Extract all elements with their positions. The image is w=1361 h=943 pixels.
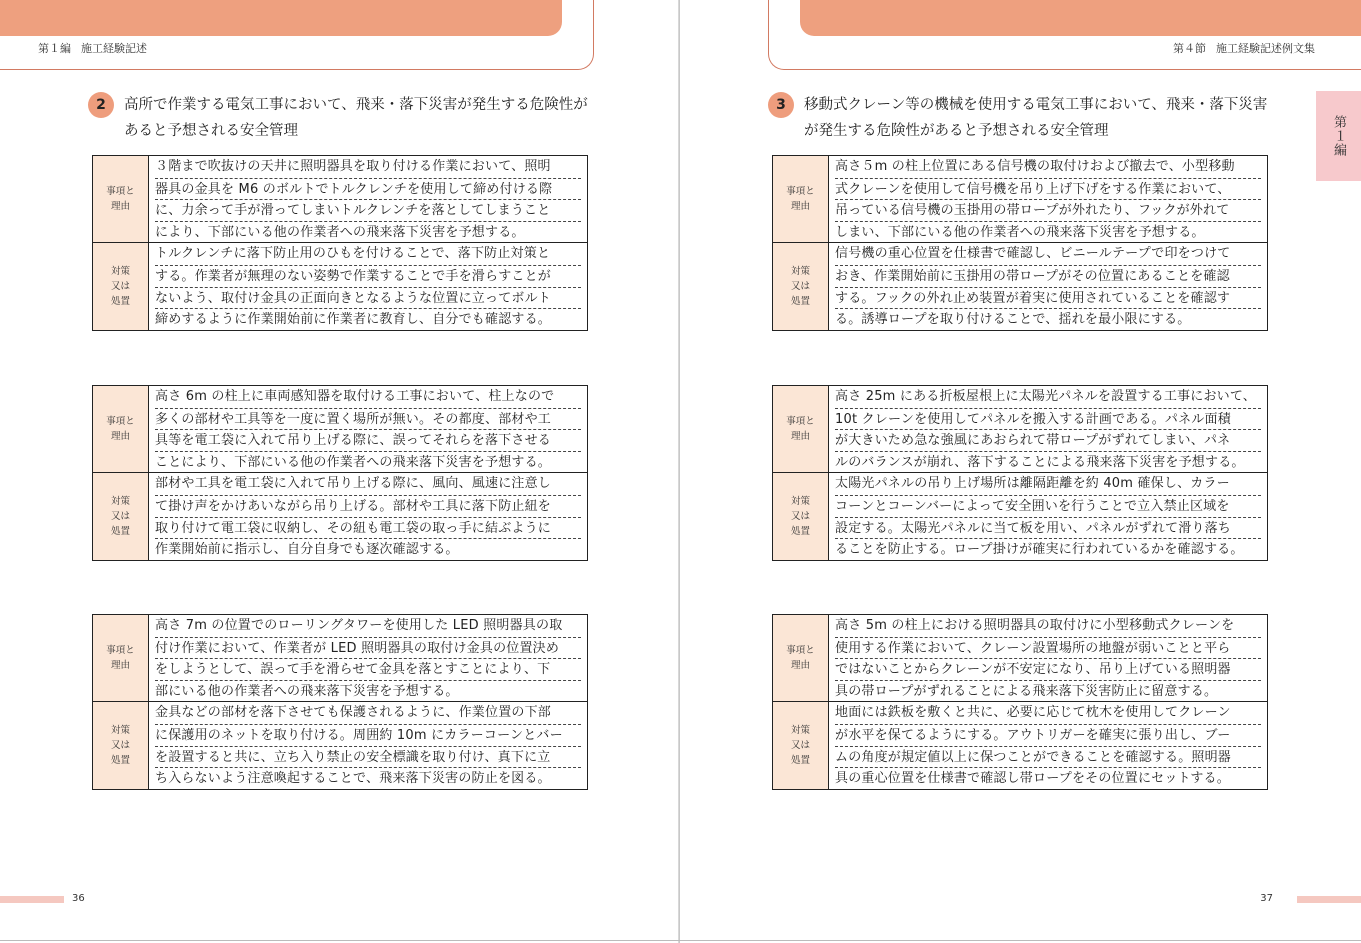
measure-row (773, 242, 1267, 329)
text-line: に、力余って手が滑ってしまいトルクレンチを落としてしまうこと (155, 199, 581, 221)
section-title-line: 高所で作業する電気工事において、飛来・落下災害が発生する危険性が (124, 97, 588, 113)
text-line: に保護用のネットを取り付ける。周囲約 10m にカラーコーンとバー (155, 724, 581, 746)
reason-label: 事項と 理由 (93, 615, 149, 701)
page-number: 36 (72, 893, 85, 904)
text-line: をしようとして、誤って手を滑らせて金具を落とすことにより、下 (155, 658, 581, 680)
reason-text (149, 386, 587, 472)
measure-text (149, 243, 587, 329)
measure-row (93, 242, 587, 329)
reason-text (829, 386, 1267, 472)
text-line: 式クレーンを使用して信号機を吊り上げ下げをする作業において、 (835, 178, 1261, 200)
measure-label: 対策 又は 処置 (93, 473, 149, 559)
measure-row (93, 701, 587, 788)
text-line: しまい、下部にいる他の作業者への飛来落下災害を予想する。 (835, 221, 1261, 243)
text-line: 地面には鉄板を敷くと共に、必要に応じて枕木を使用してクレーン (835, 705, 1231, 721)
section-title (124, 92, 604, 144)
reason-row (773, 156, 1267, 242)
header-title: 施工経験記述例文集 (1216, 42, 1315, 55)
footer-bar (0, 896, 64, 903)
text-line: ３階まで吹抜けの天井に照明器具を取り付ける作業において、照明 (155, 159, 551, 174)
header-band (800, 0, 1361, 36)
section-title (804, 92, 1284, 144)
reason-row (93, 615, 587, 701)
measure-text (149, 702, 587, 788)
example-table-1 (92, 155, 588, 331)
reason-label: 事項と 理由 (93, 156, 149, 242)
text-line: 作業開始前に指示し、自分自身でも逐次確認する。 (155, 538, 581, 560)
text-line: 多くの部材や工具等を一度に置く場所が無い。その都度、部材や工 (155, 408, 581, 430)
text-line: が大きいため急な強風にあおられて帯ロープがずれてしまい、パネ (835, 429, 1261, 451)
header-part: 第１編 (38, 42, 71, 55)
text-line: ることを防止する。ロープ掛けが確実に行われているかを確認する。 (835, 538, 1261, 560)
example-table-1 (772, 155, 1268, 331)
measure-row (773, 701, 1267, 788)
text-line: 高さ５m の柱上位置にある信号機の取付けおよび撤去で、小型移動 (835, 159, 1235, 174)
text-line: 10t クレーンを使用してパネルを搬入する計画である。パネル面積 (835, 408, 1261, 430)
section-number-badge: 3 (768, 92, 794, 118)
reason-text (149, 615, 587, 701)
section-title-line: あると予想される安全管理 (124, 123, 298, 139)
text-line: が水平を保てるようにする。アウトリガーを確実に張り出し、ブー (835, 724, 1261, 746)
text-line: 吊っている信号機の玉掛用の帯ロープが外れたり、フックが外れて (835, 199, 1261, 221)
text-line: する。フックの外れ止め装置が着実に使用されていることを確認す (835, 287, 1261, 309)
text-line: 取り付けて電工袋に収納し、その紐も電工袋の取っ手に結ぶように (155, 517, 581, 539)
reason-label: 事項と 理由 (773, 615, 829, 701)
text-line: を設置すると共に、立ち入り禁止の安全標識を取り付け、真下に立 (155, 746, 581, 768)
reason-label: 事項と 理由 (773, 386, 829, 472)
running-header (1173, 40, 1315, 56)
text-line: コーンとコーンバーによって安全囲いを行うことで立入禁止区域を (835, 495, 1261, 517)
text-line: る。誘導ロープを取り付けることで、揺れを最小限にする。 (835, 308, 1261, 330)
text-line: 太陽光パネルの吊り上げ場所は離隔距離を約 40m 確保し、カラー (835, 476, 1230, 492)
reason-row (773, 615, 1267, 701)
text-line: ルのバランスが崩れ、落下することによる飛来落下災害を予想する。 (835, 451, 1261, 473)
text-line: 部材や工具を電工袋に入れて吊り上げる際に、風向、風速に注意し (155, 476, 552, 492)
text-line: 金具などの部材を落下させても保護されるように、作業位置の下部 (155, 705, 552, 721)
example-table-2 (92, 385, 588, 561)
text-line: 具の帯ロープがずれることによる飛来落下災害防止に留意する。 (835, 680, 1261, 702)
reason-text (149, 156, 587, 242)
reason-row (773, 386, 1267, 472)
reason-label: 事項と 理由 (93, 386, 149, 472)
text-line: 具の重心位置を仕様書で確認し帯ロープをその位置にセットする。 (835, 767, 1261, 789)
text-line: 使用する作業において、クレーン設置場所の地盤が弱いことと平ら (835, 637, 1261, 659)
text-line: おき、作業開始前に玉掛用の帯ロープがその位置にあることを確認 (835, 265, 1261, 287)
example-table-2 (772, 385, 1268, 561)
reason-row (93, 386, 587, 472)
section-title-line: 移動式クレーン等の機械を使用する電気工事において、飛来・落下災害 (804, 97, 1268, 113)
text-line: 高さ 25m にある折板屋根上に太陽光パネルを設置する工事において、 (835, 389, 1257, 404)
text-line: 高さ 7m の位置でのローリングタワーを使用した LED 照明器具の取 (155, 618, 563, 633)
section-title-line: が発生する危険性があると予想される安全管理 (804, 123, 1109, 139)
section-number-badge: 2 (88, 92, 114, 118)
measure-label: 対策 又は 処置 (773, 702, 829, 788)
measure-label: 対策 又は 処置 (93, 243, 149, 329)
text-line: ち入らないよう注意喚起することで、飛来落下災害の防止を図る。 (155, 767, 581, 789)
measure-label: 対策 又は 処置 (93, 702, 149, 788)
text-line: する。作業者が無理のない姿勢で作業することで手を滑らすことが (155, 265, 581, 287)
text-line: 付け作業において、作業者が LED 照明器具の取付け金具の位置決め (155, 637, 581, 659)
left-page (0, 0, 679, 943)
reason-text (829, 615, 1267, 701)
footer-bar (1297, 896, 1361, 903)
example-table-3 (92, 614, 588, 790)
measure-text (149, 473, 587, 559)
text-line: 信号機の重心位置を仕様書で確認し、ビニールテープで印をつけて (835, 246, 1231, 262)
text-line: 高さ 6m の柱上に車両感知器を取付ける工事において、柱上なので (155, 389, 555, 404)
text-line: て掛け声をかけあいながら吊り上げる。部材や工具に落下防止紐を (155, 495, 581, 517)
page-number: 37 (1260, 893, 1273, 904)
measure-text (829, 243, 1267, 329)
measure-row (773, 472, 1267, 559)
bottom-edge (0, 940, 1361, 941)
reason-label: 事項と 理由 (773, 156, 829, 242)
measure-label: 対策 又は 処置 (773, 243, 829, 329)
header-band (0, 0, 562, 36)
text-line: 締めするように作業開始前に作業者に教育し、自分でも確認する。 (155, 308, 581, 330)
header-title: 施工経験記述 (81, 42, 147, 55)
measure-label: 対策 又は 処置 (773, 473, 829, 559)
measure-text (829, 702, 1267, 788)
text-line: ではないことからクレーンが不安定になり、吊り上げている照明器 (835, 658, 1261, 680)
header-part: 第４節 (1173, 42, 1206, 55)
text-line: 具等を電工袋に入れて吊り上げる際に、誤ってそれらを落下させる (155, 429, 581, 451)
side-index-tab[interactable]: 第１編 (1316, 91, 1361, 181)
text-line: 高さ 5m の柱上における照明器具の取付けに小型移動式クレーンを (835, 618, 1235, 633)
text-line: ないよう、取付け金具の正面向きとなるような位置に立ってボルト (155, 287, 581, 309)
measure-row (93, 472, 587, 559)
text-line: 設定する。太陽光パネルに当て板を用い、パネルがずれて滑り落ち (835, 517, 1261, 539)
text-line: により、下部にいる他の作業者への飛来落下災害を予想する。 (155, 221, 581, 243)
reason-row (93, 156, 587, 242)
text-line: トルクレンチに落下防止用のひもを付けることで、落下防止対策と (155, 246, 551, 262)
text-line: ことにより、下部にいる他の作業者への飛来落下災害を予想する。 (155, 451, 581, 473)
text-line: ムの角度が規定値以上に保つことができることを確認する。照明器 (835, 746, 1261, 768)
reason-text (829, 156, 1267, 242)
running-header (38, 40, 147, 56)
text-line: 部にいる他の作業者への飛来落下災害を予想する。 (155, 680, 581, 702)
right-page (680, 0, 1361, 943)
example-table-3 (772, 614, 1268, 790)
measure-text (829, 473, 1267, 559)
text-line: 器具の金具を M6 のボルトでトルクレンチを使用して締め付ける際 (155, 178, 581, 200)
